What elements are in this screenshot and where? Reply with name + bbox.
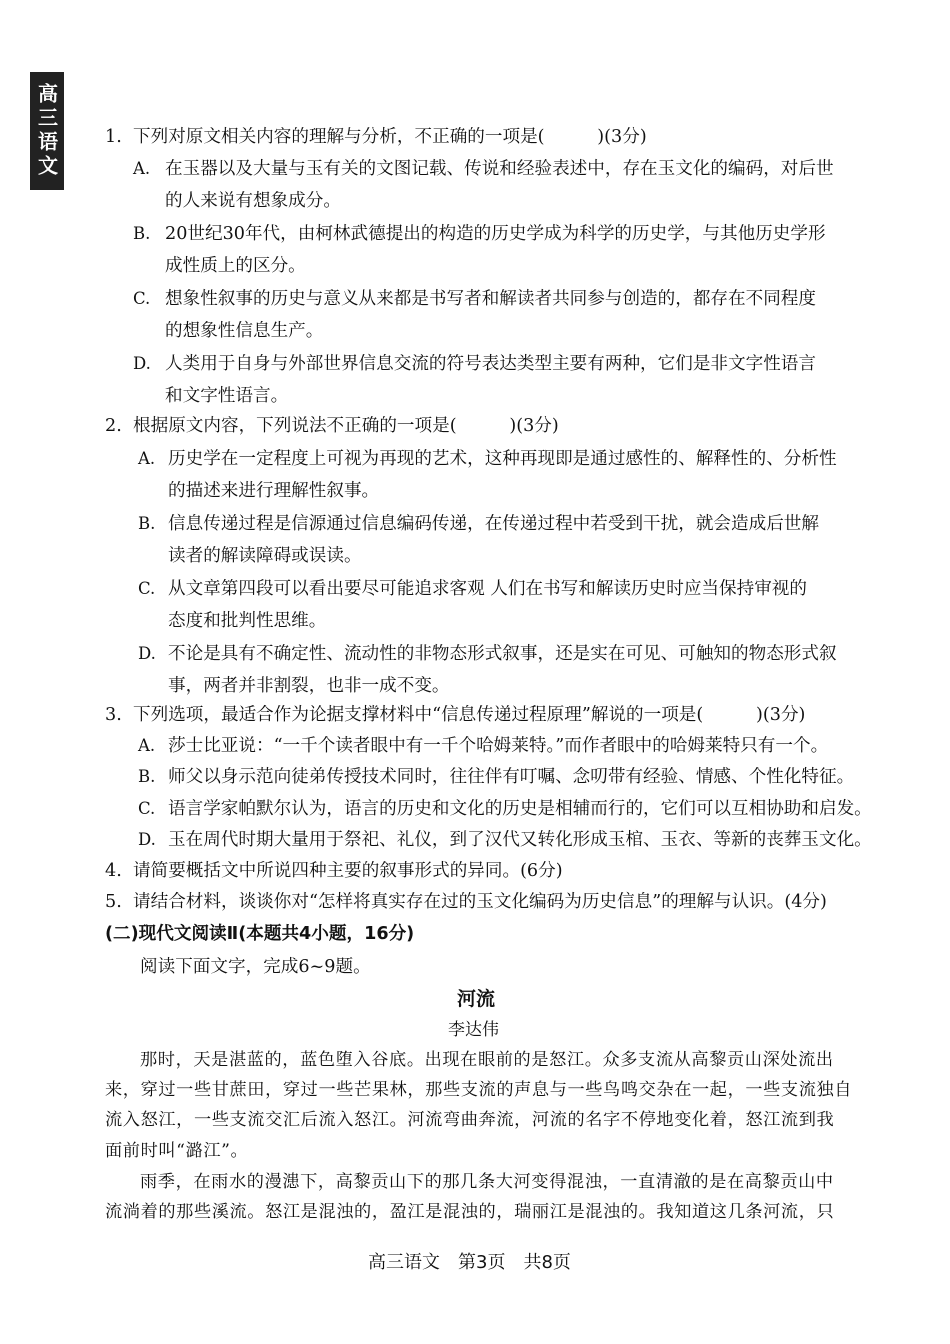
option-text: 莎士比亚说：“一千个读者眼中有一千个哈姆莱特。”而作者眼中的哈姆莱特只有一个。	[168, 736, 829, 756]
option-letter: C.	[138, 579, 156, 598]
question-stem: 下列选项，最适合作为论据支撑材料中“信息传递过程原理”解说的一项是( )(3分)	[133, 705, 806, 725]
option-text: 态度和批判性思维。	[168, 611, 327, 631]
passage-line: 流淌着的那些溪流。怒江是混浊的，盈江是混浊的，瑞丽江是混浊的。我知道这几条河流，只	[105, 1202, 835, 1222]
option-letter: A.	[138, 736, 156, 755]
section-instruction: 阅读下面文字，完成6~9题。	[140, 957, 371, 977]
question-stem: 根据原文内容，下列说法不正确的一项是( )(3分)	[133, 416, 559, 436]
passage-line: 流入怒江，一些支流交汇后流入怒江。河流弯曲奔流，河流的名字不停地变化着，怒江流到我	[105, 1110, 835, 1130]
option-text: 读者的解读障碍或误读。	[168, 546, 362, 566]
option-letter: A.	[138, 449, 156, 468]
passage-line: 那时，天是湛蓝的，蓝色堕入谷底。出现在眼前的是怒江。众多支流从高黎贡山深处流出	[140, 1050, 834, 1070]
passage-author: 李达伟	[448, 1020, 499, 1040]
option-text: 师父以身示范向徒弟传授技术同时，往往伴有叮嘱、念叨带有经验、情感、个性化特征。	[168, 767, 855, 787]
option-letter: A.	[133, 159, 151, 178]
option-text: 事，两者并非割裂，也非一成不变。	[168, 676, 450, 696]
subject-side-tab	[30, 72, 64, 190]
option-text: 想象性叙事的历史与意义从来都是书写者和解读者共同参与创造的，都存在不同程度	[165, 289, 816, 309]
passage-line: 面前时叫“潞江”。	[105, 1141, 249, 1161]
option-letter: C.	[133, 289, 151, 308]
option-letter: D.	[133, 354, 151, 373]
option-letter: B.	[138, 514, 156, 533]
option-text: 的想象性信息生产。	[165, 321, 324, 341]
option-text: 信息传递过程是信源通过信息编码传递，在传递过程中若受到干扰，就会造成后世解	[168, 514, 819, 534]
question-number: 3.	[105, 705, 122, 725]
option-text: 和文字性语言。	[165, 386, 289, 406]
option-letter: B.	[138, 767, 156, 786]
question-number: 5.	[105, 892, 122, 912]
side-tab-label: 高三语文	[34, 83, 59, 179]
option-letter: D.	[138, 830, 156, 849]
page-footer: 高三语文 第3页 共8页	[368, 1252, 571, 1273]
option-text: 玉在周代时期大量用于祭祀、礼仪，到了汉代又转化形成玉棺、玉衣、等新的丧葬玉文化。	[168, 830, 872, 850]
option-text: 不论是具有不确定性、流动性的非物态形式叙事，还是实在可见、可触知的物态形式叙	[168, 644, 837, 664]
option-text: 成性质上的区分。	[165, 256, 306, 276]
question-number: 2.	[105, 416, 122, 436]
option-letter: D.	[138, 644, 156, 663]
question-number: 4.	[105, 861, 122, 881]
option-text: 在玉器以及大量与玉有关的文图记载、传说和经验表述中，存在玉文化的编码，对后世	[165, 159, 834, 179]
option-text: 人类用于自身与外部世界信息交流的符号表达类型主要有两种，它们是非文字性语言	[165, 354, 816, 374]
question-stem: 请简要概括文中所说四种主要的叙事形式的异同。(6分)	[133, 861, 563, 881]
passage-line: 来，穿过一些甘蔗田，穿过一些芒果林，那些支流的声息与一些鸟鸣交杂在一起，一些支流独自	[105, 1080, 853, 1100]
question-stem: 下列对原文相关内容的理解与分析，不正确的一项是( )(3分)	[133, 127, 647, 147]
option-text: 从文章第四段可以看出要尽可能追求客观 人们在书写和解读历史时应当保持审视的	[168, 579, 807, 599]
option-letter: C.	[138, 799, 156, 818]
question-number: 1.	[105, 127, 122, 147]
passage-title: 河流	[457, 988, 496, 1010]
option-text: 20世纪30年代，由柯林武德提出的构造的历史学成为科学的历史学，与其他历史学形	[165, 224, 826, 244]
option-text: 语言学家帕默尔认为，语言的历史和文化的历史是相辅而行的，它们可以互相协助和启发。	[168, 799, 872, 819]
passage-line: 雨季，在雨水的漫漶下，高黎贡山下的那几条大河变得混浊，一直清澈的是在高黎贡山中	[140, 1172, 834, 1192]
option-text: 的人来说有想象成分。	[165, 191, 341, 211]
option-text: 历史学在一定程度上可视为再现的艺术，这种再现即是通过感性的、解释性的、分析性	[168, 449, 837, 469]
option-text: 的描述来进行理解性叙事。	[168, 481, 380, 501]
option-letter: B.	[133, 224, 151, 243]
question-stem: 请结合材料，谈谈你对“怎样将真实存在过的玉文化编码为历史信息”的理解与认识。(4分)	[133, 892, 827, 912]
section-heading: (二)现代文阅读Ⅱ(本题共4小题，16分)	[105, 924, 415, 944]
